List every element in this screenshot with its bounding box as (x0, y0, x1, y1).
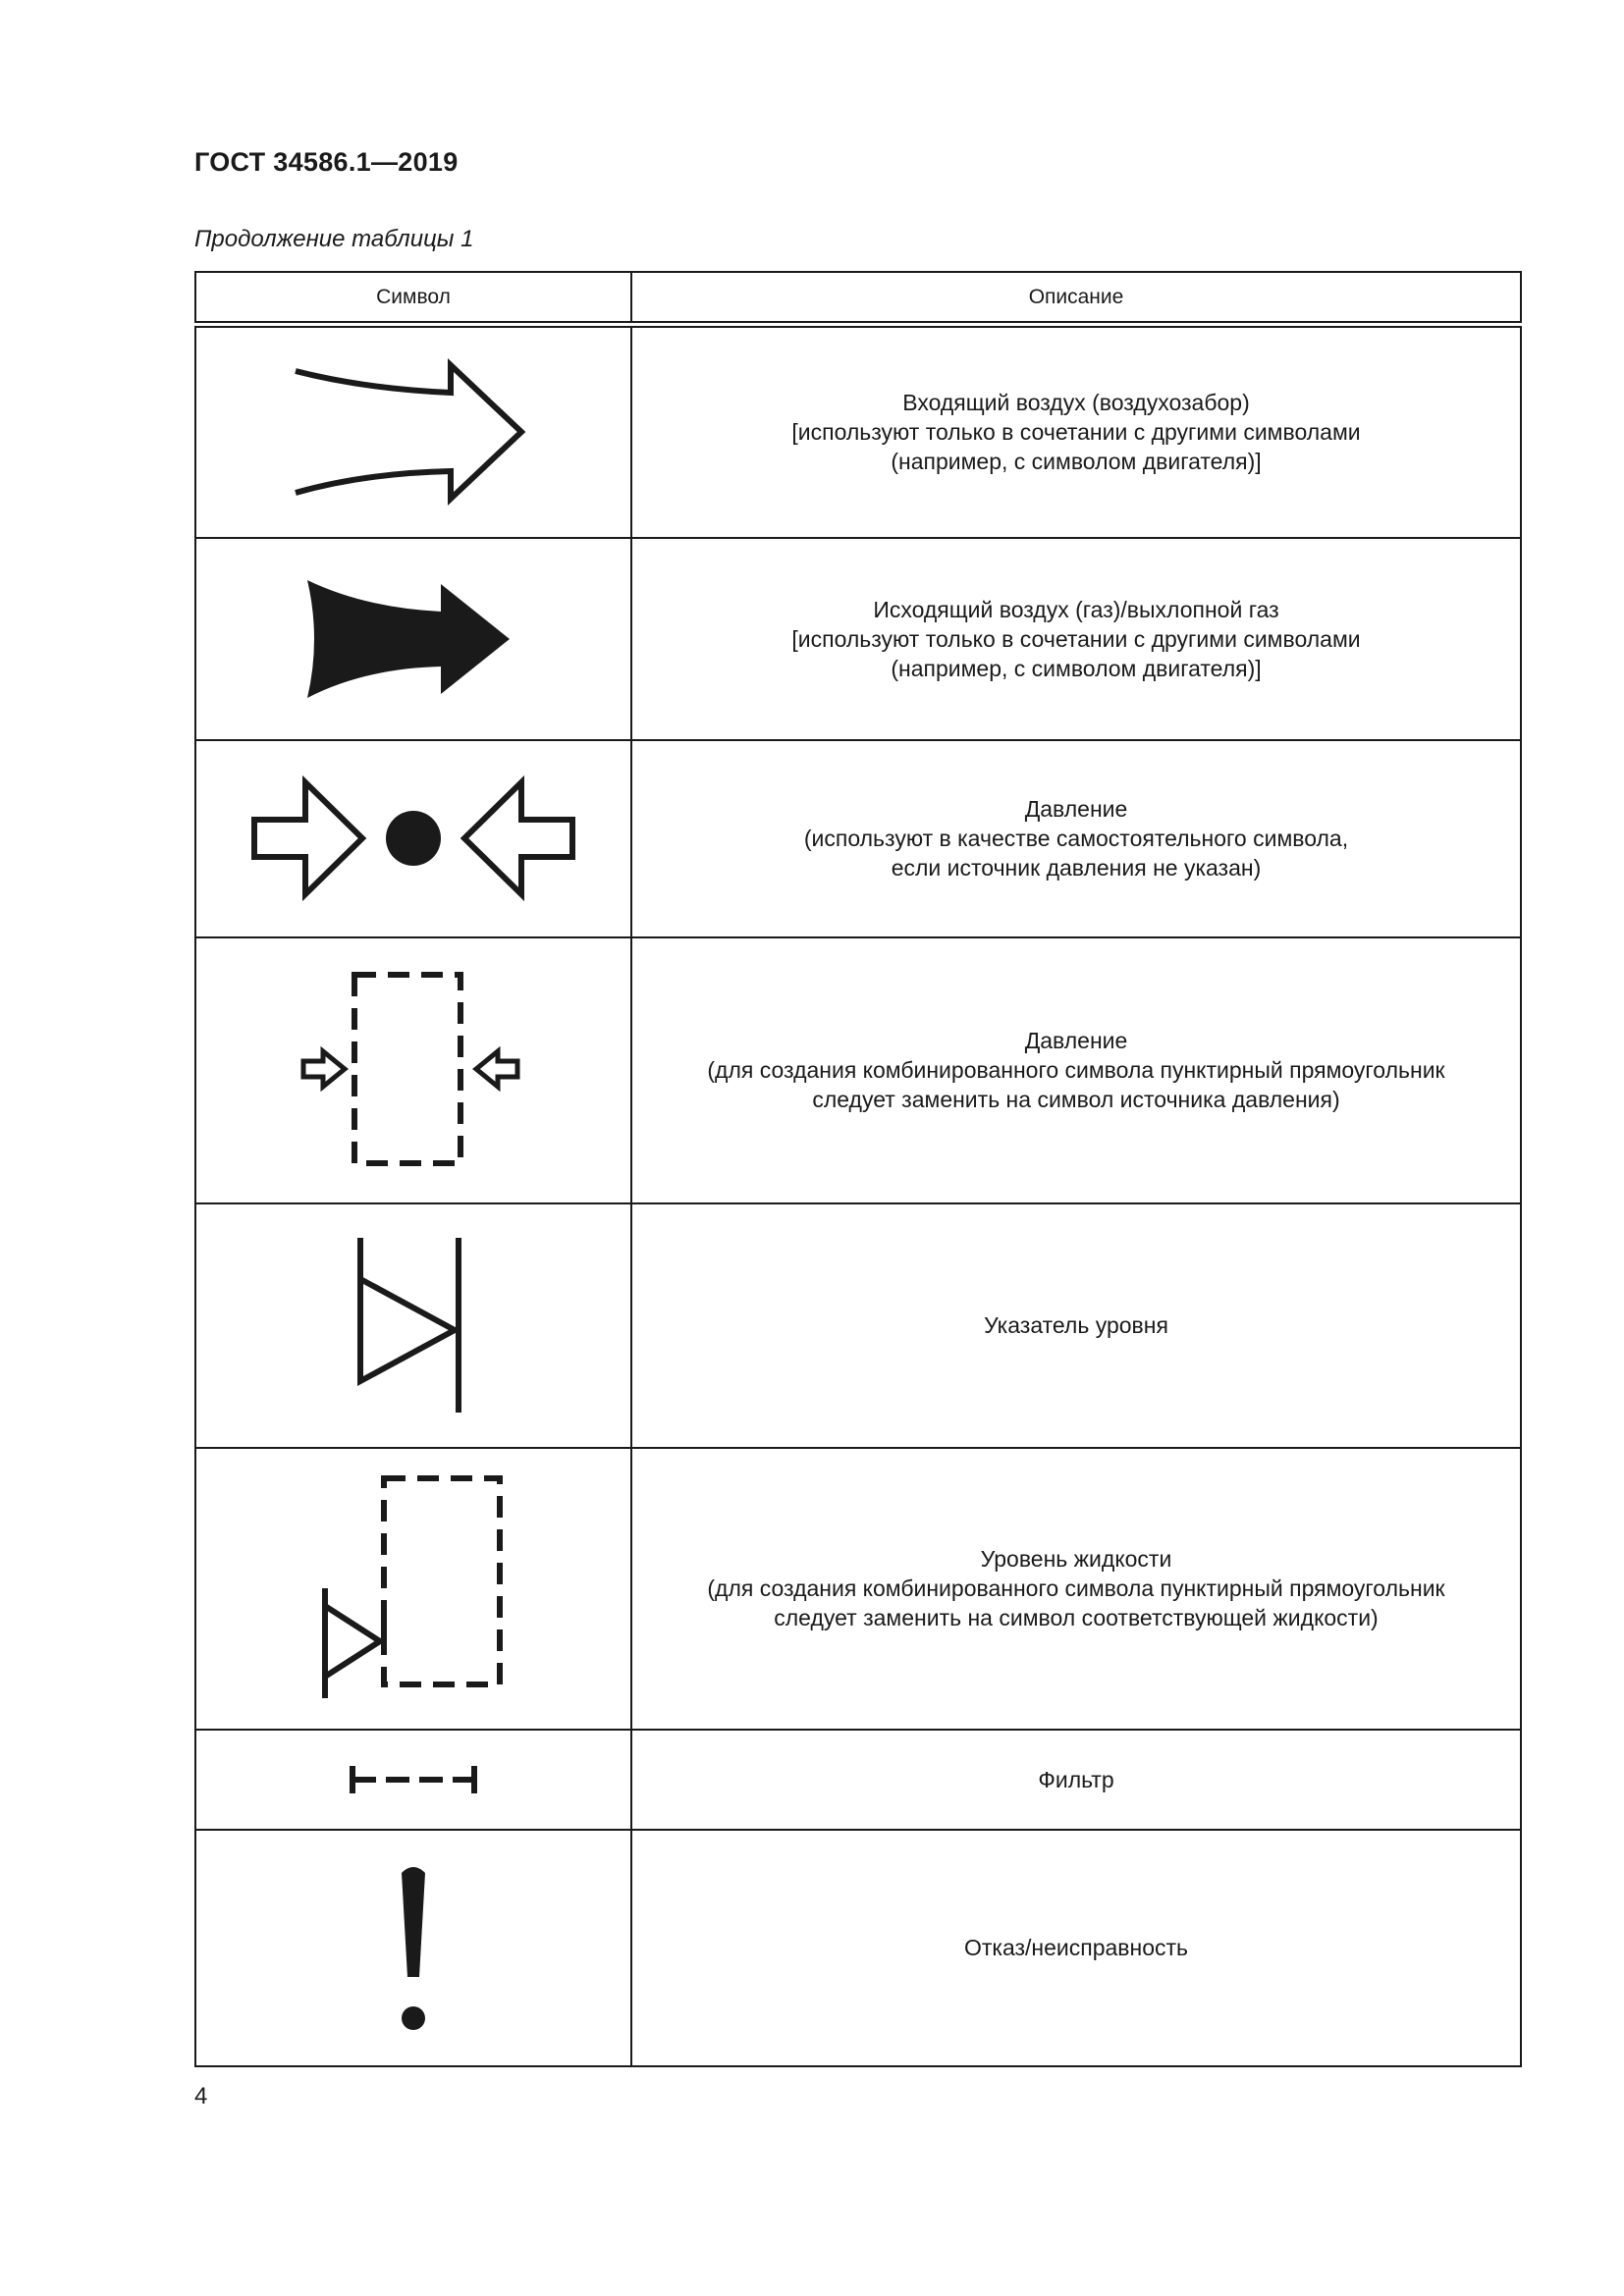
table-row (195, 325, 1521, 538)
description-line: Фильтр (1038, 1766, 1114, 1792)
description-line: Уровень жидкости (980, 1546, 1172, 1572)
column-header-description: Описание (631, 272, 1521, 325)
failure-icon (384, 1859, 443, 2036)
symbol-cell (195, 1830, 631, 2066)
symbol-cell (195, 325, 631, 538)
table-row (195, 1830, 1521, 2066)
description-line: (например, с символом двигателя)] (891, 655, 1262, 681)
description-line: [используют только в сочетании с другими символами (791, 419, 1361, 446)
description-cell (631, 538, 1521, 740)
table-row (195, 1730, 1521, 1830)
page-number: 4 (194, 2083, 208, 2109)
symbols-table (194, 271, 1522, 2067)
symbol-cell (195, 538, 631, 740)
table-row (195, 538, 1521, 740)
symbol-cell (195, 937, 631, 1203)
column-header-symbol: Символ (195, 272, 631, 325)
table-row (195, 740, 1521, 937)
description-line: Указатель уровня (984, 1312, 1168, 1338)
description-line: Отказ/неисправность (963, 1935, 1189, 1960)
table-caption: Продолжение таблицы 1 (194, 226, 474, 252)
description-cell (631, 1730, 1521, 1830)
description-line: Исходящий воздух (газ)/выхлопной газ (873, 596, 1279, 622)
description-line: если источник давления не указан) (891, 855, 1262, 881)
symbol-cell (195, 1203, 631, 1448)
description-cell (631, 1448, 1521, 1730)
document-code: ГОСТ 34586.1—2019 (194, 147, 459, 177)
description-line: (для создания комбинированного символа пунктирный прямоугольник (707, 1575, 1445, 1601)
description-line: (используют в качестве самостоятельного символа, (803, 826, 1349, 851)
description-line: (для создания комбинированного символа пунктирный прямоугольник (707, 1057, 1445, 1083)
table-header-row (195, 272, 1521, 325)
symbol-cell (195, 1448, 631, 1730)
table-row (195, 1203, 1521, 1448)
incoming-air-icon (286, 353, 541, 510)
description-line: [используют только в сочетании с другими символами (791, 625, 1361, 652)
description-line: следует заменить на символ соответствующей жидкости) (774, 1605, 1379, 1630)
description-cell (631, 740, 1521, 937)
symbol-cell (195, 740, 631, 937)
level-indicator-icon (345, 1232, 482, 1418)
description-cell (631, 325, 1521, 538)
description-cell (631, 1203, 1521, 1448)
pressure-combined-icon (296, 967, 531, 1173)
description-line: Давление (1024, 796, 1128, 822)
filter-icon (345, 1760, 482, 1799)
description-cell (631, 937, 1521, 1203)
description-line: Входящий воздух (воздухозабор) (902, 390, 1250, 416)
outgoing-air-exhaust-icon (296, 570, 531, 708)
table-row (195, 937, 1521, 1203)
description-line: следует заменить на символ источника давления) (812, 1087, 1340, 1112)
symbol-cell (195, 1730, 631, 1830)
liquid-level-icon (315, 1470, 512, 1706)
description-cell (631, 1830, 1521, 2066)
description-line: (например, с символом двигателя)] (891, 449, 1262, 475)
pressure-icon (246, 774, 580, 902)
description-line: Давление (1024, 1028, 1128, 1053)
table-row (195, 1448, 1521, 1730)
